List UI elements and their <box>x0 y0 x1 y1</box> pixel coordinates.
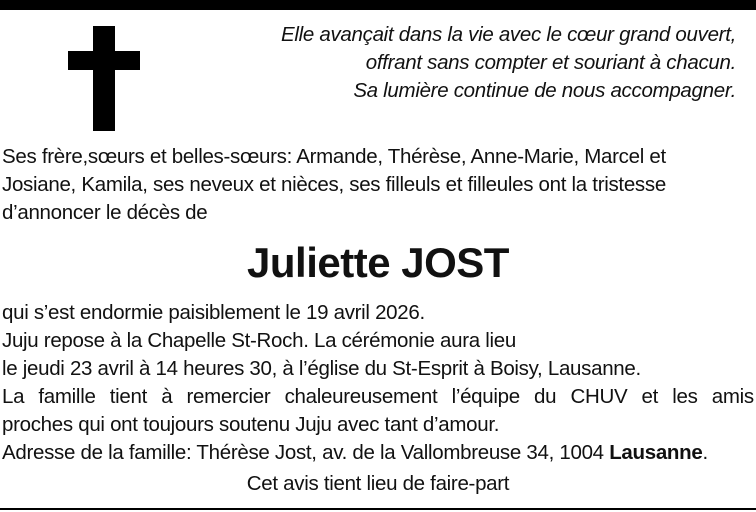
body-line: qui s’est endormie paisiblement le 19 avril 2026. <box>2 301 425 324</box>
body-line: le jeudi 23 avril à 14 heures 30, à l’église du St-Esprit à Boisy, Lausanne. <box>2 357 641 380</box>
body-word: chaleureusement <box>284 385 438 408</box>
body-word: les <box>672 385 698 408</box>
address-city: Lausanne <box>609 441 703 464</box>
body-line: proches qui ont toujours soutenu Juju avec tant d’amour. <box>2 413 500 436</box>
body-word: famille <box>38 385 96 408</box>
quote-line: Sa lumière continue de nous accompagner. <box>353 79 736 102</box>
footer-note: Cet avis tient lieu de faire-part <box>246 472 510 495</box>
intro-line: Ses frère,sœurs et belles-sœurs: Armande, Thérèse, Anne-Marie, Marcel et <box>2 145 666 168</box>
body-word: CHUV <box>570 385 628 408</box>
body-word: La <box>2 385 25 408</box>
cross-icon <box>68 26 140 131</box>
body-word: tient <box>109 385 147 408</box>
body-word: et <box>641 385 659 408</box>
body-word: à <box>161 385 173 408</box>
address-text: Adresse de la famille: Thérèse Jost, av. de la Vallombreuse 34, 1004 <box>2 441 610 464</box>
bottom-rule <box>0 508 756 510</box>
top-rule <box>0 0 756 10</box>
body-word: amis <box>711 385 754 408</box>
address-suffix: . <box>702 441 708 464</box>
quote-line: offrant sans compter et souriant à chacun. <box>365 51 736 74</box>
body-line: Juju repose à la Chapelle St-Roch. La cérémonie aura lieu <box>2 329 516 352</box>
intro-line: Josiane, Kamila, ses neveux et nièces, ses filleuls et filleules ont la tristesse <box>2 173 666 196</box>
family-address <box>2 439 754 467</box>
announcement-body <box>2 299 754 467</box>
memorial-quote <box>216 21 736 105</box>
quote-line: Elle avançait dans la vie avec le cœur grand ouvert, <box>281 23 736 46</box>
announcement-intro <box>2 143 754 227</box>
body-word: du <box>534 385 557 408</box>
body-line-justified <box>2 383 754 411</box>
deceased-name: Juliette JOST <box>247 239 509 286</box>
body-word: remercier <box>186 385 271 408</box>
body-word: l’équipe <box>451 385 520 408</box>
intro-line: d’annoncer le décès de <box>2 201 208 224</box>
